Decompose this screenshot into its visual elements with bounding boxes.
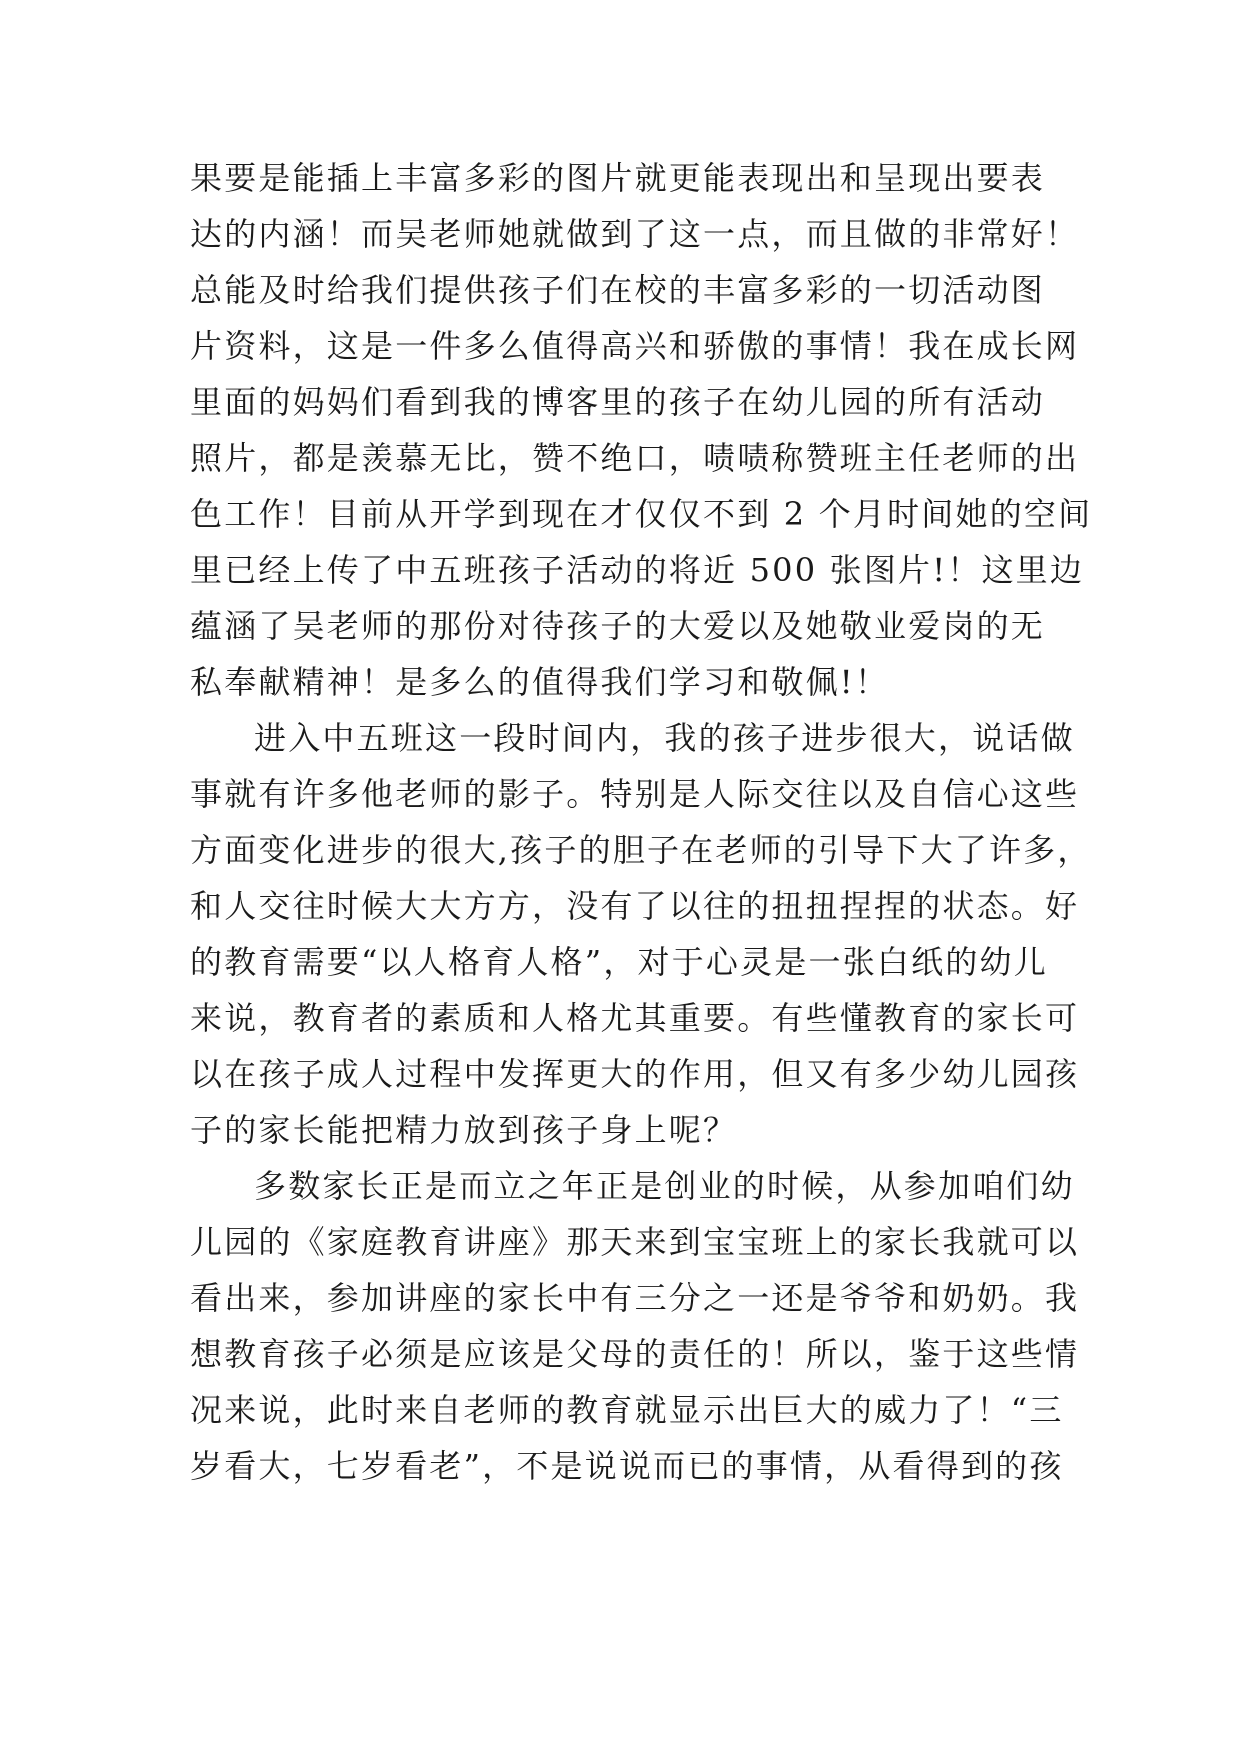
paragraph-first-line: 多数家长正是而立之年正是创业的时候，从参加咱们幼 [254,1167,1075,1205]
text-line: 来说，教育者的素质和人格尤其重要。有些懂教育的家长可 [190,999,1080,1037]
text-line: 里已经上传了中五班孩子活动的将近 500 张图片!！这里边 [190,551,1085,589]
text-line: 片资料，这是一件多么值得高兴和骄傲的事情！我在成长网 [190,327,1080,365]
text-line: 看出来，参加讲座的家长中有三分之一还是爷爷和奶奶。我 [190,1279,1080,1317]
document-body [190,150,1093,1494]
paragraph-first-line: 进入中五班这一段时间内，我的孩子进步很大，说话做 [254,719,1075,757]
text-line: 岁看大，七岁看老”，不是说说而已的事情，从看得到的孩 [190,1447,1064,1485]
text-line: 达的内涵！而吴老师她就做到了这一点，而且做的非常好！ [190,215,1080,253]
text-line: 总能及时给我们提供孩子们在校的丰富多彩的一切活动图 [190,271,1046,309]
text-line: 以在孩子成人过程中发挥更大的作用，但又有多少幼儿园孩 [190,1055,1080,1093]
text-line: 私奉献精神！是多么的值得我们学习和敬佩!！ [190,663,890,701]
text-line: 色工作！目前从开学到现在才仅仅不到 2 个月时间她的空间 [190,495,1093,533]
text-line: 方面变化进步的很大,孩子的胆子在老师的引导下大了许多， [190,831,1092,869]
text-line: 照片，都是羡慕无比，赞不绝口，啧啧称赞班主任老师的出 [190,439,1080,477]
text-line: 里面的妈妈们看到我的博客里的孩子在幼儿园的所有活动 [190,383,1046,421]
text-line: 和人交往时候大大方方，没有了以往的扭扭捏捏的状态。好 [190,887,1080,925]
text-line: 果要是能插上丰富多彩的图片就更能表现出和呈现出要表 [190,159,1046,197]
text-line: 子的家长能把精力放到孩子身上呢？ [190,1111,738,1149]
text-line: 的教育需要“以人格育人格”，对于心灵是一张白纸的幼儿 [190,943,1048,981]
text-line: 儿园的《家庭教育讲座》那天来到宝宝班上的家长我就可以 [190,1223,1080,1261]
text-line: 想教育孩子必须是应该是父母的责任的！所以，鉴于这些情 [190,1335,1080,1373]
text-line: 况来说，此时来自老师的教育就显示出巨大的威力了！“三 [190,1391,1064,1429]
text-line: 蕴涵了吴老师的那份对待孩子的大爱以及她敬业爱岗的无 [190,607,1046,645]
text-line: 事就有许多他老师的影子。特别是人际交往以及自信心这些 [190,775,1080,813]
